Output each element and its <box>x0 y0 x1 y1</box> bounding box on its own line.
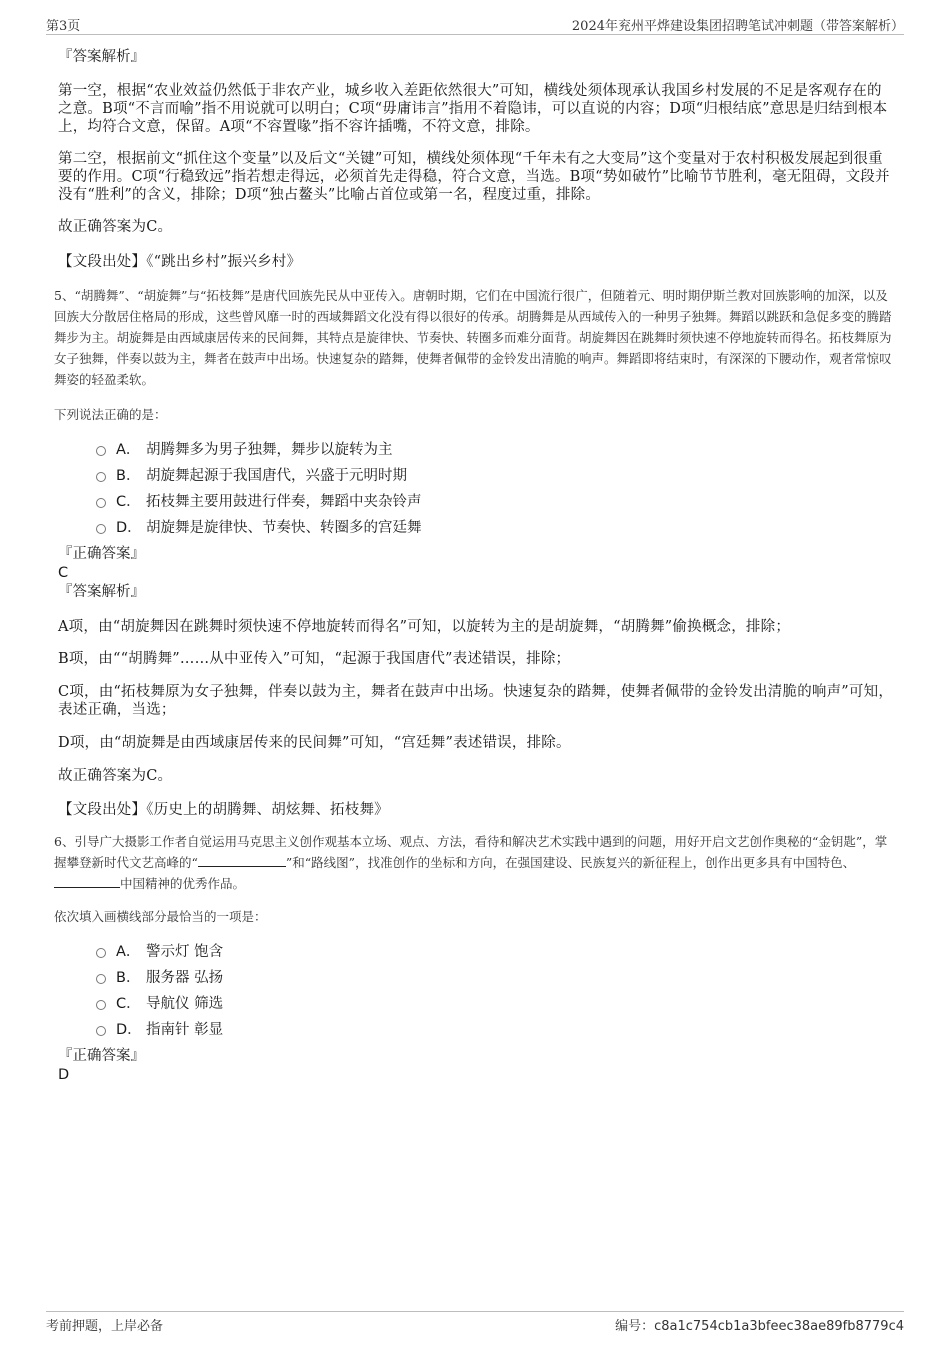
radio-icon[interactable] <box>96 1026 106 1036</box>
document-title: 2024年兖州平烨建设集团招聘笔试冲刺题（带答案解析） <box>571 19 904 34</box>
radio-icon[interactable] <box>96 948 106 958</box>
option-d[interactable]: D． 胡旋舞是旋律快、节奏快、转圈多的宫廷舞 <box>96 519 904 537</box>
radio-icon[interactable] <box>96 498 106 508</box>
page-footer <box>46 1311 904 1334</box>
analysis-paragraph: D项，由“胡旋舞是由西域康居传来的民间舞”可知，“宫廷舞”表述错误，排除。 <box>58 735 571 751</box>
fill-blank-2 <box>54 875 120 888</box>
source-note: 【文段出处】《“跳出乡村”振兴乡村》 <box>58 254 302 270</box>
option-b[interactable]: B． 服务器 弘扬 <box>96 969 904 987</box>
option-a[interactable]: A． 警示灯 饱含 <box>96 943 904 961</box>
analysis-paragraph: A项，由“胡旋舞因在跳舞时须快速不停地旋转而得名”可知，以旋转为主的是胡旋舞，“胡腾舞”偷换概念，排除； <box>58 619 791 635</box>
conclusion: 故正确答案为C。 <box>58 768 173 784</box>
page-header <box>46 14 904 35</box>
answer-heading: 『正确答案』 <box>58 1048 145 1064</box>
question-prompt: 依次填入画横线部分最恰当的一项是： <box>54 909 267 924</box>
question-prompt: 下列说法正确的是： <box>54 407 167 422</box>
correct-answer: D <box>58 1067 70 1083</box>
page-content <box>46 44 904 1085</box>
answer-heading: 『正确答案』 <box>58 546 145 562</box>
radio-icon[interactable] <box>96 524 106 534</box>
source-note: 【文段出处】《历史上的胡腾舞、胡炫舞、拓枝舞》 <box>58 802 389 818</box>
option-c[interactable]: C． 拓枝舞主要用鼓进行伴奏，舞蹈中夹杂铃声 <box>96 493 904 511</box>
radio-icon[interactable] <box>96 472 106 482</box>
correct-answer: C <box>58 565 69 581</box>
option-list <box>46 441 904 537</box>
fill-blank-1 <box>198 854 286 867</box>
page-number: 第3页 <box>46 19 81 34</box>
question-stem: 5、“胡腾舞”、“胡旋舞”与“拓枝舞”是唐代回族先民从中亚传入。唐朝时期，它们在中国流行很广，但随着元、明时期伊斯兰教对回族影响的加深，以及回族大分散居住格局的形成，这些曾风靡一时的西域舞蹈文化没有得以很好的传承。胡腾舞是从西域传入的一种男子独舞。舞蹈以跳跃和急促多变的腾踏舞步为主。胡旋舞是由西域康居传来的民间舞，其特点是旋律快、节奏快、转圈多而难分面背。胡旋舞因在跳舞时须快速不停地旋转而得名。拓枝舞原为女子独舞，伴奏以鼓为主，舞者在鼓声中出场。快速复杂的踏舞，使舞者佩带的金铃发出清脆的响声。舞蹈即将结束时，有深深的下腰动作，观者常惊叹舞姿的轻盈柔软。 <box>54 288 892 387</box>
option-c[interactable]: C． 导航仪 筛选 <box>96 995 904 1013</box>
analysis-heading: 『答案解析』 <box>58 49 145 65</box>
radio-icon[interactable] <box>96 446 106 456</box>
analysis-paragraph: 第二空，根据前文“抓住这个变量”以及后文“关键”可知，横线处须体现“千年未有之大变局”这个变量对于农村积极发展起到很重要的作用。C项“行稳致远”指若想走得远，必须首先走得稳，符合文意，当选。B项“势如破竹”比喻节节胜利，毫无阻碍，文段并没有“胜利”的含义，排除；D项“独占鳌头”比喻占首位或第一名，程度过重，排除。 <box>58 151 890 203</box>
radio-icon[interactable] <box>96 1000 106 1010</box>
analysis-paragraph: B项，由““胡腾舞”……从中亚传入”可知，“起源于我国唐代”表述错误，排除； <box>58 651 571 667</box>
option-a[interactable]: A． 胡腾舞多为男子独舞，舞步以旋转为主 <box>96 441 904 459</box>
footer-slogan: 考前押题，上岸必备 <box>46 1319 164 1334</box>
analysis-paragraph: C项，由“拓枝舞原为女子独舞，伴奏以鼓为主，舞者在鼓声中出场。快速复杂的踏舞，使舞者佩带的金铃发出清脆的响声”可知，表述正确，当选； <box>58 684 894 718</box>
analysis-heading: 『答案解析』 <box>58 584 145 600</box>
document-code: 编号：c8a1c754cb1a3bfeec38ae89fb8779c4 <box>615 1319 904 1334</box>
radio-icon[interactable] <box>96 974 106 984</box>
analysis-paragraph: 第一空，根据“农业效益仍然低于非农产业，城乡收入差距依然很大”可知，横线处须体现承认我国乡村发展的不足是客观存在的之意。B项“不言而喻”指不用说就可以明白；C项“毋庸讳言”指用不着隐讳，可以直说的内容；D项“归根结底”意思是归结到根本上，均符合文意，保留。A项“不容置喙”指不容许插嘴，不符文意，排除。 <box>58 83 888 135</box>
option-b[interactable]: B． 胡旋舞起源于我国唐代，兴盛于元明时期 <box>96 467 904 485</box>
option-list <box>46 943 904 1039</box>
question-stem: 6、引导广大摄影工作者自觉运用马克思主义创作观基本立场、观点、方法，看待和解决艺术实践中遇到的问题，用好开启文艺创作奥秘的“金钥匙”，掌握攀登新时代文艺高峰的“ ”和“路线图”，找准创作的坐标和方向，在强国建设、民族复兴的新征程上，创作出更多具有中国特色、中国精神的优秀作品。 <box>54 834 888 891</box>
conclusion: 故正确答案为C。 <box>58 219 173 235</box>
option-d[interactable]: D． 指南针 彰显 <box>96 1021 904 1039</box>
